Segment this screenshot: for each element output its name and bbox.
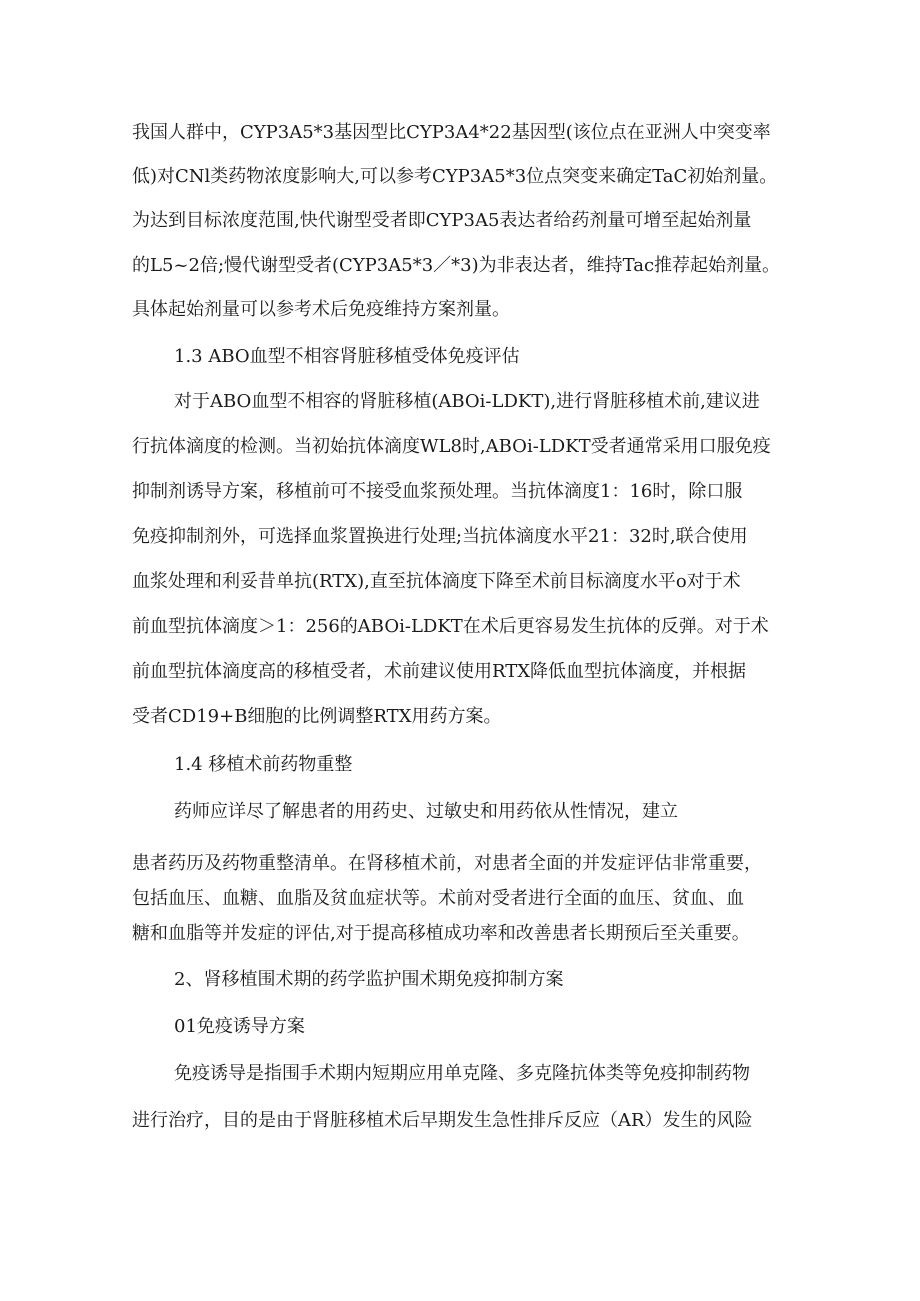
body-text-line: 抑制剂诱导方案，移植前可不接受血浆预处理。当抗体滴度1：16时，除口服 (132, 481, 743, 502)
body-text-line: 受者CD19+B细胞的比例调整RTX用药方案。 (132, 706, 502, 727)
section-heading: 1.3 ABO血型不相容肾脏移植受体免疫评估 (174, 346, 520, 367)
body-text-line: 低)对CNl类药物浓度影响大,可以参考CYP3A5*3位点突变来确定TaC初始剂量。 (132, 166, 778, 187)
body-text-line: 行抗体滴度的检测。当初始抗体滴度WL8时,ABOi-LDKT受者通常采用口服免疫 (132, 436, 771, 457)
body-text-line: 对于ABO血型不相容的肾脏移植(ABOi-LDKT),进行肾脏移植术前,建议进 (174, 391, 760, 412)
subsection-heading: 01免疫诱导方案 (174, 1016, 305, 1037)
body-text-line: 进行治疗，目的是由于肾脏移植术后早期发生急性排斥反应（AR）发生的风险 (132, 1110, 753, 1131)
body-text-line: 为达到目标浓度范围,快代谢型受者即CYP3A5表达者给药剂量可增至起始剂量 (132, 210, 752, 231)
body-text-line: 我国人群中，CYP3A5*3基因型比CYP3A4*22基因型(该位点在亚洲人中突变率 (132, 122, 771, 143)
body-text-line: 药师应详尽了解患者的用药史、过敏史和用药依从性情况，建立 (174, 801, 678, 822)
body-text-line: 血浆处理和利妥昔单抗(RTX),直至抗体滴度下降至术前目标滴度水平o对于术 (132, 571, 741, 592)
body-text-line: 前血型抗体滴度高的移植受者，术前建议使用RTX降低血型抗体滴度，并根据 (132, 661, 747, 682)
body-text-line: 的L5~2倍;慢代谢型受者(CYP3A5*3／*3)为非表达者，维持Tac推荐起始剂量。 (132, 255, 781, 276)
section-heading: 1.4 移植术前药物重整 (174, 754, 353, 775)
body-text-line: 免疫抑制剂外，可选择血浆置换进行处理;当抗体滴度水平21：32时,联合使用 (132, 526, 748, 547)
body-text-line: 患者药历及药物重整清单。在肾移植术前，对患者全面的并发症评估非常重要， (132, 853, 762, 874)
body-text-line: 具体起始剂量可以参考术后免疫维持方案剂量。 (132, 299, 510, 320)
body-text-line: 前血型抗体滴度＞1：256的ABOi-LDKT在术后更容易发生抗体的反弹。对于术 (132, 616, 769, 637)
body-text-line: 糖和血脂等并发症的评估,对于提高移植成功率和改善患者长期预后至关重要。 (132, 923, 750, 944)
body-text-line: 免疫诱导是指围手术期内短期应用单克隆、多克隆抗体类等免疫抑制药物 (174, 1063, 750, 1084)
body-text-line: 包括血压、血糖、血脂及贫血症状等。术前对受者进行全面的血压、贫血、血 (132, 888, 744, 909)
section-heading: 2、肾移植围术期的药学监护围术期免疫抑制方案 (174, 969, 564, 990)
